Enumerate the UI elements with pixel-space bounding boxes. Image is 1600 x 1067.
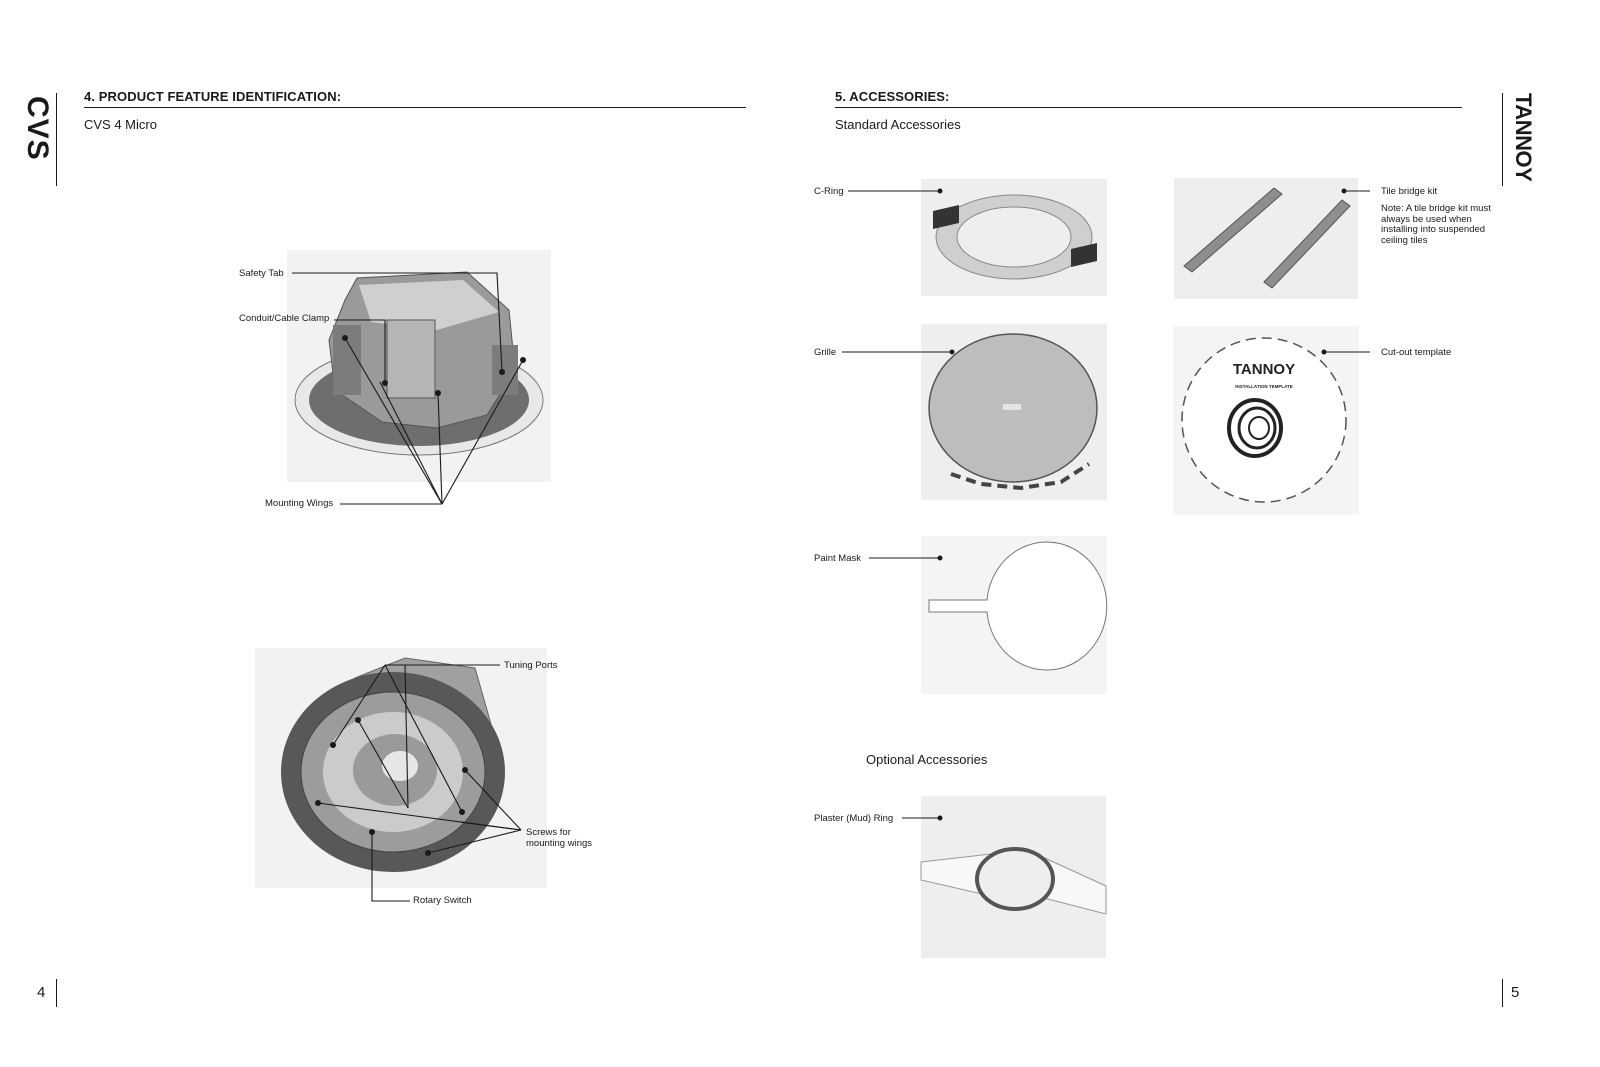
label-safety-tab: Safety Tab [239,268,284,279]
product-name: CVS 4 Micro [84,117,157,132]
side-tab-cvs: CVS [21,96,54,161]
template-brand-text: TANNOY [1232,361,1296,378]
label-cutout-template: Cut-out template [1381,347,1452,358]
label-plaster-ring: Plaster (Mud) Ring [814,813,894,824]
page-number-divider-right [1502,979,1503,1007]
label-mounting-wings: Mounting Wings [265,498,334,509]
label-c-ring: C-Ring [814,186,844,197]
label-screws-line1: Screws for [526,827,571,838]
label-screws-line2: mounting wings [526,838,593,849]
label-tile-bridge: Tile bridge kit [1381,186,1438,197]
standard-accessories-heading: Standard Accessories [835,117,961,132]
template-caption-text: INSTALLATION TEMPLATE [1235,384,1293,389]
section-heading-accessories: 5. ACCESSORIES: [835,89,950,104]
section-heading-features: 4. PRODUCT FEATURE IDENTIFICATION: [84,89,342,104]
label-tuning-ports: Tuning Ports [504,660,558,671]
tile-bridge-note: Note: A tile bridge kit must always be used when installing into suspended ceiling tiles [1381,203,1491,246]
label-paint-mask: Paint Mask [814,553,861,564]
page-number-left: 4 [37,984,46,1001]
optional-accessories-heading: Optional Accessories [866,752,988,767]
label-conduit-clamp: Conduit/Cable Clamp [239,313,330,324]
label-grille: Grille [814,347,837,358]
side-tab-tannoy: TANNOY [1511,93,1536,182]
page-number-right: 5 [1511,984,1520,1001]
label-rotary-switch: Rotary Switch [413,895,472,906]
